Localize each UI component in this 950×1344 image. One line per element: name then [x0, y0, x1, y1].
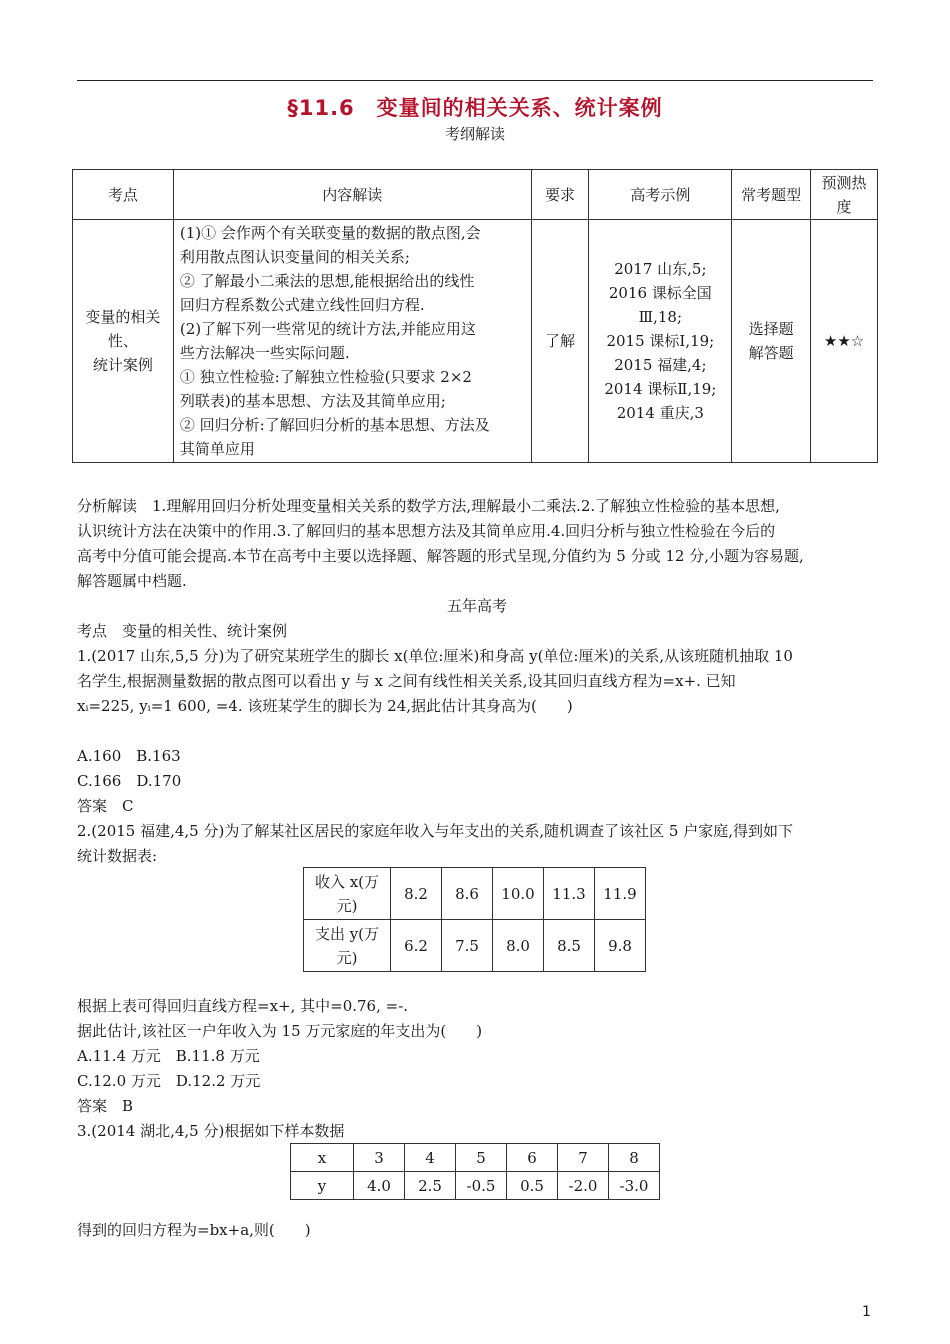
question-3-continued: 得到的回归方程为=bx+a,则( ) — [77, 1221, 311, 1239]
content-line: (1)① 会作两个有关联变量的数据的散点图,会 — [179, 224, 481, 242]
table-cell: 4 — [405, 1144, 456, 1172]
table-row — [304, 920, 646, 972]
table-cell: -2.0 — [558, 1172, 609, 1200]
table-cell: x — [291, 1144, 354, 1172]
example-line: 2015 福建,4; — [614, 356, 707, 374]
content-line: ② 了解最小二乘法的思想,能根据给出的线性 — [179, 272, 475, 290]
table-cell: y — [291, 1172, 354, 1200]
table-cell: 3 — [354, 1144, 405, 1172]
question-type: 选择题 — [748, 320, 794, 338]
examples-cell — [589, 220, 732, 463]
content-line: (2)了解下列一些常见的统计方法,并能应用这 — [179, 320, 476, 338]
income-expense-table — [303, 867, 646, 972]
table-cell: 6 — [507, 1144, 558, 1172]
header-cell: 高考示例 — [589, 170, 732, 220]
sample-data-table — [290, 1143, 660, 1200]
syllabus-header-row — [73, 170, 878, 220]
section-heading: 五年高考 — [446, 597, 507, 615]
question-2 — [77, 819, 877, 869]
requirement-cell: 了解 — [531, 220, 589, 463]
header-cell: 预测热度 — [811, 170, 878, 220]
table-cell: 10.0 — [493, 868, 544, 920]
question-line: 1.(2017 山东,5,5 分)为了研究某班学生的脚长 x(单位:厘米)和身高 y(单位:厘米)的关系,从该班随机抽取 10 — [77, 647, 793, 665]
row-label: 元) — [336, 896, 358, 915]
row-label: 元) — [336, 948, 358, 967]
question-line: 据此估计,该社区一户年收入为 15 万元家庭的年支出为( ) — [77, 1022, 483, 1040]
header-cell: 要求 — [531, 170, 589, 220]
table-cell: 7 — [558, 1144, 609, 1172]
answer-line: 答案 B — [77, 1097, 134, 1115]
analysis-line: 解答题属中档题. — [77, 572, 187, 590]
question-line: 统计数据表: — [77, 847, 158, 865]
content-line: ② 回归分析:了解回归分析的基本思想、方法及 — [179, 416, 490, 434]
table-row — [304, 868, 646, 920]
heat-rating-stars: ★★☆ — [811, 220, 878, 463]
table-cell: 9.8 — [595, 920, 646, 972]
analysis-paragraph — [77, 494, 877, 594]
option-line: A.11.4 万元 B.11.8 万元 — [77, 1047, 260, 1065]
question-1-options — [77, 744, 877, 819]
question-line: 名学生,根据测量数据的散点图可以看出 y 与 x 之间有线性相关关系,设其回归直线方程为=x+. 已知 — [77, 672, 736, 690]
table-row — [291, 1172, 660, 1200]
syllabus-table — [72, 169, 878, 463]
option-line: A.160 B.163 — [77, 747, 181, 765]
question-2-continued — [77, 994, 877, 1144]
page-title: §11.6 变量间的相关关系、统计案例 — [287, 96, 663, 120]
table-cell: -3.0 — [609, 1172, 660, 1200]
question-line: 2.(2015 福建,4,5 分)为了解某社区居民的家庭年收入与年支出的关系,随机调查了该社区 5 户家庭,得到如下 — [77, 822, 793, 840]
content-line: ① 独立性检验:了解独立性检验(只要求 2×2 — [179, 368, 472, 386]
answer-line: 答案 C — [77, 797, 134, 815]
header-rule — [77, 80, 873, 81]
option-line: C.12.0 万元 D.12.2 万元 — [77, 1072, 261, 1090]
row-label: 支出 y(万 — [314, 924, 380, 943]
header-cell: 常考题型 — [732, 170, 811, 220]
table-cell: 2.5 — [405, 1172, 456, 1200]
question-line: xᵢ=225, yᵢ=1 600, =4. 该班某学生的脚长为 24,据此估计其身高为( ) — [77, 697, 573, 715]
table-cell: 8.2 — [391, 868, 442, 920]
header-cell: 考点 — [73, 170, 174, 220]
table-cell: 5 — [456, 1144, 507, 1172]
option-line: C.166 D.170 — [77, 772, 182, 790]
table-cell: 6.2 — [391, 920, 442, 972]
content-line: 列联表)的基本思想、方法及其简单应用; — [179, 392, 446, 410]
content-line: 其简单应用 — [179, 440, 255, 458]
row-label-cell — [304, 868, 391, 920]
example-line: 2016 课标全国 — [608, 284, 712, 302]
header-cell: 内容解读 — [173, 170, 531, 220]
row-label-cell — [304, 920, 391, 972]
table-cell: 11.3 — [544, 868, 595, 920]
table-cell: 8.6 — [442, 868, 493, 920]
example-line: Ⅲ,18; — [638, 308, 683, 326]
example-line: 2015 课标Ⅰ,19; — [606, 332, 715, 350]
table-cell: 0.5 — [507, 1172, 558, 1200]
content-cell — [173, 220, 531, 463]
topic-cell — [73, 220, 174, 463]
question-type: 解答题 — [748, 344, 794, 362]
topic-line: 统计案例 — [92, 356, 153, 374]
page-number: 1 — [862, 1304, 871, 1320]
syllabus-row — [73, 220, 878, 463]
question-type-cell — [732, 220, 811, 463]
table-cell: 8.5 — [544, 920, 595, 972]
table-cell: 8 — [609, 1144, 660, 1172]
topic-line: 性、 — [107, 332, 138, 350]
question-line: 根据上表可得回归直线方程=x+, 其中=0.76, =-. — [77, 997, 409, 1015]
example-line: 2014 重庆,3 — [616, 404, 704, 422]
content-line: 回归方程系数公式建立线性回归方程. — [179, 296, 425, 314]
topic-line: 变量的相关 — [85, 308, 161, 326]
question-1 — [77, 644, 877, 719]
analysis-line: 分析解读 1.理解用回归分析处理变量相关关系的数学方法,理解最小二乘法.2.了解独立性检验的基本思想, — [77, 497, 780, 515]
topic-heading: 考点 变量的相关性、统计案例 — [77, 622, 288, 640]
question-line: 3.(2014 湖北,4,5 分)根据如下样本数据 — [77, 1122, 345, 1140]
table-cell: 8.0 — [493, 920, 544, 972]
content-line: 些方法解决一些实际问题. — [179, 344, 350, 362]
row-label: 收入 x(万 — [314, 872, 380, 891]
page-subtitle: 考纲解读 — [444, 125, 505, 143]
example-line: 2014 课标Ⅱ,19; — [604, 380, 717, 398]
table-cell: -0.5 — [456, 1172, 507, 1200]
example-line: 2017 山东,5; — [614, 260, 707, 278]
analysis-line: 认识统计方法在决策中的作用.3.了解回归的基本思想方法及其简单应用.4.回归分析与独立性检验在今后的 — [77, 522, 776, 540]
table-cell: 11.9 — [595, 868, 646, 920]
analysis-line: 高考中分值可能会提高.本节在高考中主要以选择题、解答题的形式呈现,分值约为 5 分或 12 分,小题为容易题, — [77, 547, 804, 565]
table-cell: 7.5 — [442, 920, 493, 972]
table-cell: 4.0 — [354, 1172, 405, 1200]
table-row — [291, 1144, 660, 1172]
content-line: 利用散点图认识变量间的相关关系; — [179, 248, 410, 266]
